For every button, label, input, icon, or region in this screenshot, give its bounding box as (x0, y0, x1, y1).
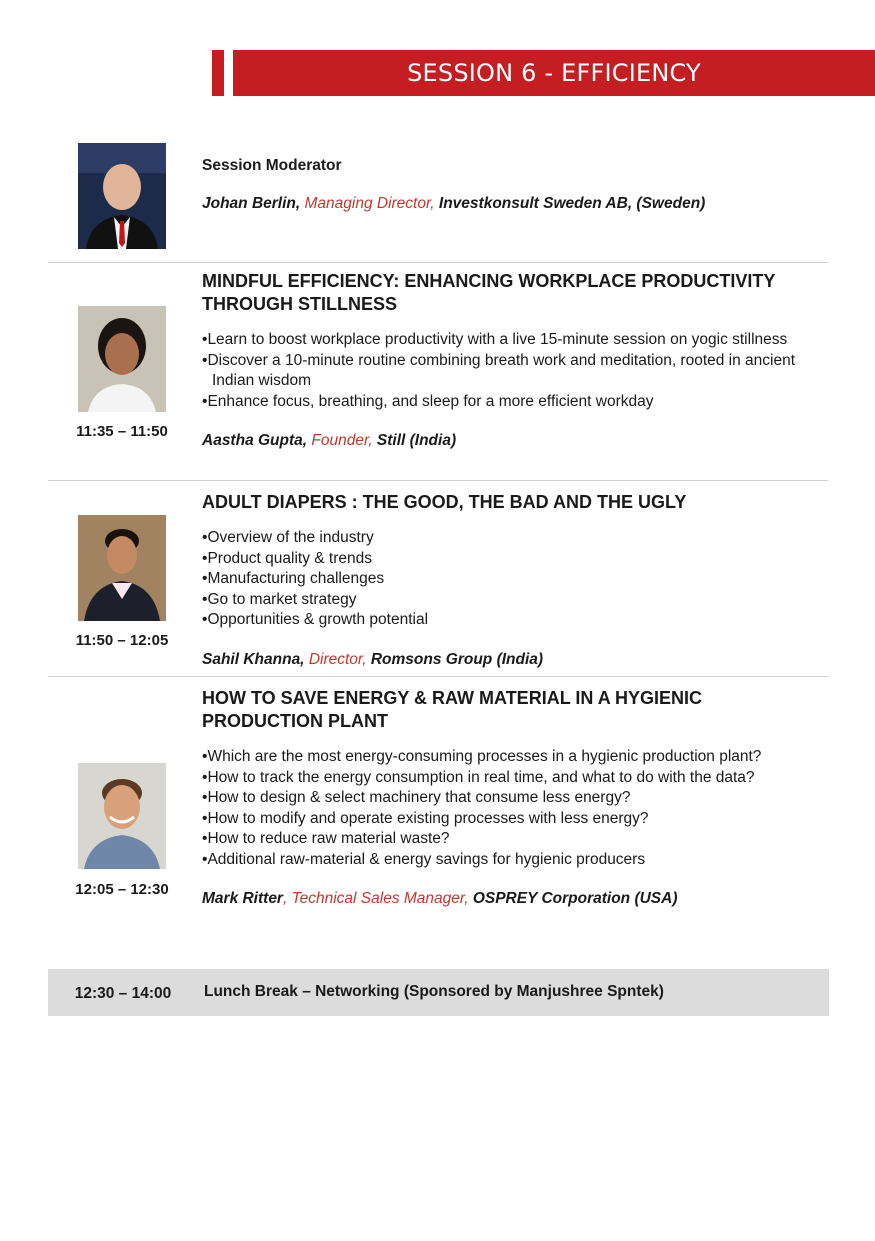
moderator-photo (78, 143, 166, 249)
bullet-item: • Product quality & trends (202, 549, 812, 570)
speaker-name: Aastha Gupta, (202, 432, 308, 449)
divider (48, 262, 828, 263)
bullet-list (202, 747, 812, 870)
session-title: SESSION 6 - EFFICIENCY (407, 59, 701, 87)
speaker-role: Director, (308, 650, 367, 668)
header-accent-bar (212, 50, 224, 96)
divider (48, 676, 828, 677)
speaker-photo-sahil (78, 515, 166, 621)
bullet-item: • Overview of the industry (202, 528, 812, 549)
bullet-item: • Go to market strategy (202, 590, 812, 611)
bullet-item: • Manufacturing challenges (202, 569, 812, 590)
bullet-item: • Enhance focus, breathing, and sleep for a more efficient workday (202, 392, 812, 413)
moderator-org: Investkonsult Sweden AB, (Sweden) (438, 195, 706, 212)
bullet-item: • How to track the energy consumption in real time, and what to do with the data? (202, 768, 812, 789)
bullet-item: • Discover a 10-minute routine combining breath work and meditation, rooted in ancient Indian wisdom (202, 351, 812, 392)
session-block (202, 270, 812, 450)
speaker-line (202, 432, 812, 450)
lunch-time: 12:30 – 14:00 (74, 985, 172, 1002)
bullet-item: • Learn to boost workplace productivity with a live 15-minute session on yogic stillness (202, 330, 812, 351)
divider (48, 480, 828, 481)
talk-title: ADULT DIAPERS : THE GOOD, THE BAD AND THE UGLY (202, 492, 687, 512)
bullet-item: • How to modify and operate existing processes with less energy? (202, 809, 812, 830)
moderator-role: Managing Director, (304, 195, 435, 212)
session-block (202, 687, 812, 908)
talk-title: HOW TO SAVE ENERGY & RAW MATERIAL IN A HYGIENIC PRODUCTION PLANT (202, 688, 703, 731)
moderator-line (202, 195, 812, 213)
bullet-item: • Which are the most energy-consuming processes in a hygienic production plant? (202, 747, 812, 768)
speaker-org: Romsons Group (India) (370, 650, 544, 668)
bullet-item: • How to reduce raw material waste? (202, 829, 812, 850)
lunch-text: Lunch Break – Networking (Sponsored by Manjushree Spntek) (204, 983, 664, 1000)
session-time: 12:05 – 12:30 (75, 881, 169, 898)
session-time: 11:50 – 12:05 (75, 632, 169, 649)
bullet-item: • How to design & select machinery that consume less energy? (202, 788, 812, 809)
speaker-name: Mark Ritter (202, 890, 283, 907)
bullet-list (202, 528, 812, 631)
speaker-org: OSPREY Corporation (USA) (472, 890, 678, 907)
session-time: 11:35 – 11:50 (76, 423, 168, 440)
speaker-photo-aastha (78, 306, 166, 412)
session-block (202, 491, 812, 669)
moderator-block (202, 157, 812, 213)
talk-title: MINDFUL EFFICIENCY: ENHANCING WORKPLACE PRODUCTIVITY THROUGH STILLNESS (202, 271, 776, 314)
bullet-list (202, 330, 812, 412)
speaker-line (202, 651, 812, 669)
moderator-label: Session Moderator (202, 157, 342, 174)
speaker-org: Still (India) (376, 432, 457, 449)
speaker-role: , Technical Sales Manager, (282, 890, 469, 907)
speaker-line (202, 890, 812, 908)
moderator-name: Johan Berlin, (202, 195, 301, 212)
speaker-photo-mark (78, 763, 166, 869)
bullet-item: • Additional raw-material & energy savings for hygienic producers (202, 850, 812, 871)
speaker-role: Founder, (311, 432, 373, 449)
speaker-name: Sahil Khanna, (202, 650, 305, 668)
bullet-item: • Opportunities & growth potential (202, 610, 812, 631)
